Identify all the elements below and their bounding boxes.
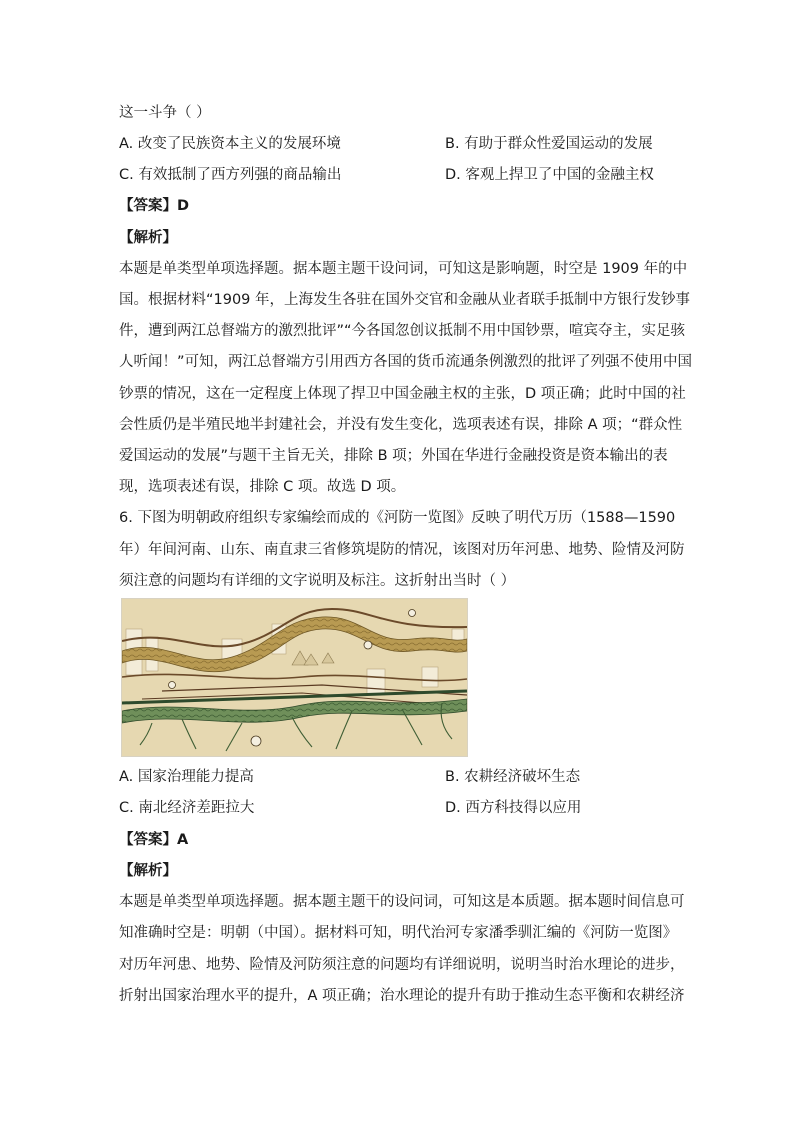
q5-option-a: A. 改变了民族资本主义的发展环境 bbox=[119, 136, 341, 152]
q5-analysis-line: 现，选项表述有误，排除 C 项。故选 D 项。 bbox=[119, 479, 406, 495]
q6-stem-line: 须注意的问题均有详细的文字说明及标注。这折射出当时（ ） bbox=[119, 573, 516, 589]
q5-analysis-line: 本题是单类型单项选择题。据本题主题干设问词，可知这是影响题，时空是 1909 年的中 bbox=[119, 261, 688, 277]
q6-stem-line: 6. 下图为明朝政府组织专家编绘而成的《河防一览图》反映了明代万历（1588—1590 bbox=[119, 510, 676, 526]
river-map-painting-icon bbox=[122, 599, 467, 756]
river-map-figure bbox=[121, 598, 468, 757]
q5-stem-end: 这一斗争（ ） bbox=[119, 105, 211, 121]
q6-option-d: D. 西方科技得以应用 bbox=[445, 800, 582, 816]
q5-analysis-line: 钞票的情况，这在一定程度上体现了捍卫中国金融主权的主张，D 项正确；此时中国的社 bbox=[119, 386, 686, 402]
q6-analysis-line: 对历年河患、地势、险情及河防须注意的问题均有详细说明，说明当时治水理论的进步， bbox=[119, 957, 685, 973]
q5-analysis-label: 【解析】 bbox=[119, 230, 177, 246]
q6-analysis-line: 折射出国家治理水平的提升，A 项正确；治水理论的提升有助于推动生态平衡和农耕经济 bbox=[119, 988, 685, 1004]
q6-option-c: C. 南北经济差距拉大 bbox=[119, 800, 255, 816]
q6-analysis-line: 知准确时空是：明朝（中国）。据材料可知，明代治河专家潘季驯汇编的《河防一览图》 bbox=[119, 925, 678, 941]
q5-analysis-line: 国。根据材料“1909 年，上海发生各驻在国外交官和金融从业者联手抵制中方银行发钞事 bbox=[119, 292, 691, 308]
q6-option-b: B. 农耕经济破坏生态 bbox=[445, 769, 581, 785]
q6-analysis-label: 【解析】 bbox=[119, 863, 177, 879]
q6-option-a: A. 国家治理能力提高 bbox=[119, 769, 254, 785]
q5-answer: 【答案】D bbox=[119, 198, 190, 214]
q6-analysis-line: 本题是单类型单项选择题。据本题主题干的设问词，可知这是本质题。据本题时间信息可 bbox=[119, 894, 685, 910]
q5-option-b: B. 有助于群众性爱国运动的发展 bbox=[445, 136, 653, 152]
q6-stem-line: 年）年间河南、山东、南直隶三省修筑堤防的情况，该图对历年河患、地势、险情及河防 bbox=[119, 542, 685, 558]
q5-analysis-line: 件，遭到两江总督端方的激烈批评”“今各国忽创议抵制不用中国钞票，喧宾夺主，实足骇 bbox=[119, 323, 686, 339]
q5-analysis-line: 爱国运动的发展”与题干主旨无关，排除 B 项；外国在华进行金融投资是资本输出的表 bbox=[119, 448, 668, 464]
q5-analysis-line: 人听闻！”可知，两江总督端方引用西方各国的货币流通条例激烈的批评了列强不使用中国 bbox=[119, 354, 693, 370]
q5-option-c: C. 有效抵制了西方列强的商品输出 bbox=[119, 167, 342, 183]
q6-answer: 【答案】A bbox=[119, 832, 189, 848]
q5-analysis-line: 会性质仍是半殖民地半封建社会，并没有发生变化，选项表述有误，排除 A 项；“群众性 bbox=[119, 417, 683, 433]
q5-option-d: D. 客观上捍卫了中国的金融主权 bbox=[445, 167, 654, 183]
